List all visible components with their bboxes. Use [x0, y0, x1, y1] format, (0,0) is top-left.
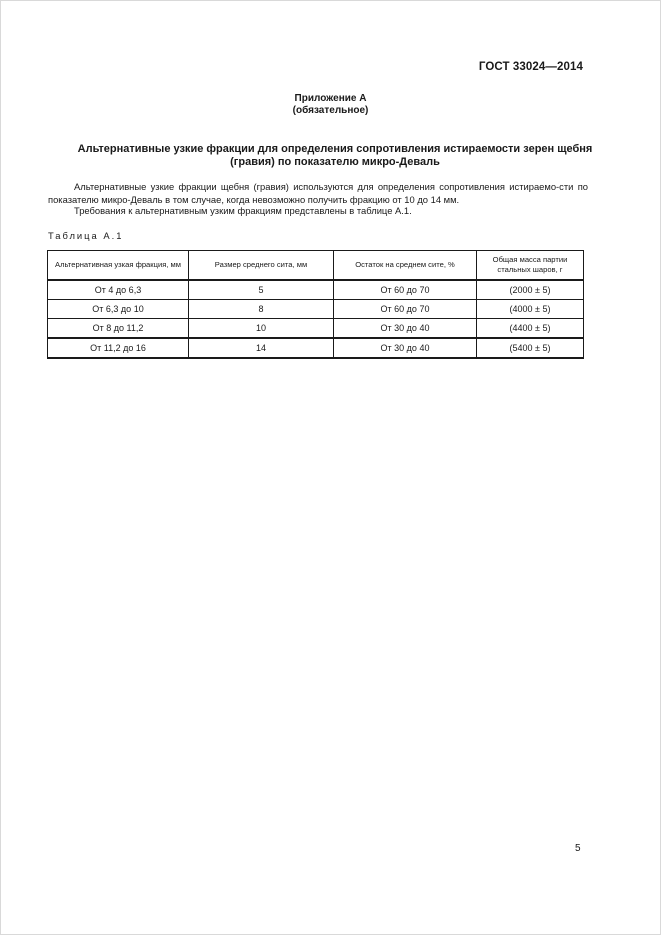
- table-caption: Таблица А.1: [48, 230, 124, 241]
- appendix-title: Приложение А: [294, 93, 367, 104]
- body-paragraph-1: [48, 181, 588, 206]
- table-cell: От 60 до 70: [334, 280, 477, 300]
- table-header-cell: Альтернативная узкая фракция, мм: [48, 251, 189, 281]
- table-header-row: [48, 251, 584, 281]
- table-row: [48, 300, 584, 319]
- table-cell: 10: [189, 319, 334, 339]
- body-paragraph-2: [48, 205, 588, 218]
- table-header-cell: Остаток на среднем сите, %: [334, 251, 477, 281]
- table-cell: От 8 до 11,2: [48, 319, 189, 339]
- section-title-line-2: (гравия) по показателю микро-Деваль: [230, 156, 440, 168]
- table-cell: 14: [189, 338, 334, 358]
- table-cell: 8: [189, 300, 334, 319]
- table-row: [48, 338, 584, 358]
- table-cell: От 30 до 40: [334, 319, 477, 339]
- table-header-cell: Размер среднего сита, мм: [189, 251, 334, 281]
- appendix-heading: [0, 93, 661, 117]
- table-cell: (5400 ± 5): [477, 338, 584, 358]
- page-number: 5: [575, 843, 581, 854]
- section-title: [40, 143, 630, 169]
- document-code: ГОСТ 33024—2014: [478, 61, 583, 73]
- table-cell: (2000 ± 5): [477, 280, 584, 300]
- table-cell: (4000 ± 5): [477, 300, 584, 319]
- table-cell: От 6,3 до 10: [48, 300, 189, 319]
- section-title-line-1: Альтернативные узкие фракции для определения сопротивления истираемости зерен щебня: [77, 143, 593, 155]
- table-header-cell: Общая масса партии стальных шаров, г: [477, 251, 584, 281]
- table-cell: От 11,2 до 16: [48, 338, 189, 358]
- table-row: [48, 280, 584, 300]
- fractions-table: [47, 250, 584, 359]
- table-cell: 5: [189, 280, 334, 300]
- table-cell: (4400 ± 5): [477, 319, 584, 339]
- paragraph-2-text: Требования к альтернативным узким фракциям представлены в таблице А.1.: [74, 205, 412, 216]
- table-cell: От 30 до 40: [334, 338, 477, 358]
- appendix-status: (обязательное): [292, 105, 369, 116]
- paragraph-1-text: Альтернативные узкие фракции щебня (гравия) используются для определения сопротивления истираемо-сти по показателю микро-Деваль в том случае, когда невозможно получить фракцию от 10 до 14 мм.: [48, 181, 588, 205]
- table-row: [48, 319, 584, 339]
- table-cell: От 4 до 6,3: [48, 280, 189, 300]
- table-cell: От 60 до 70: [334, 300, 477, 319]
